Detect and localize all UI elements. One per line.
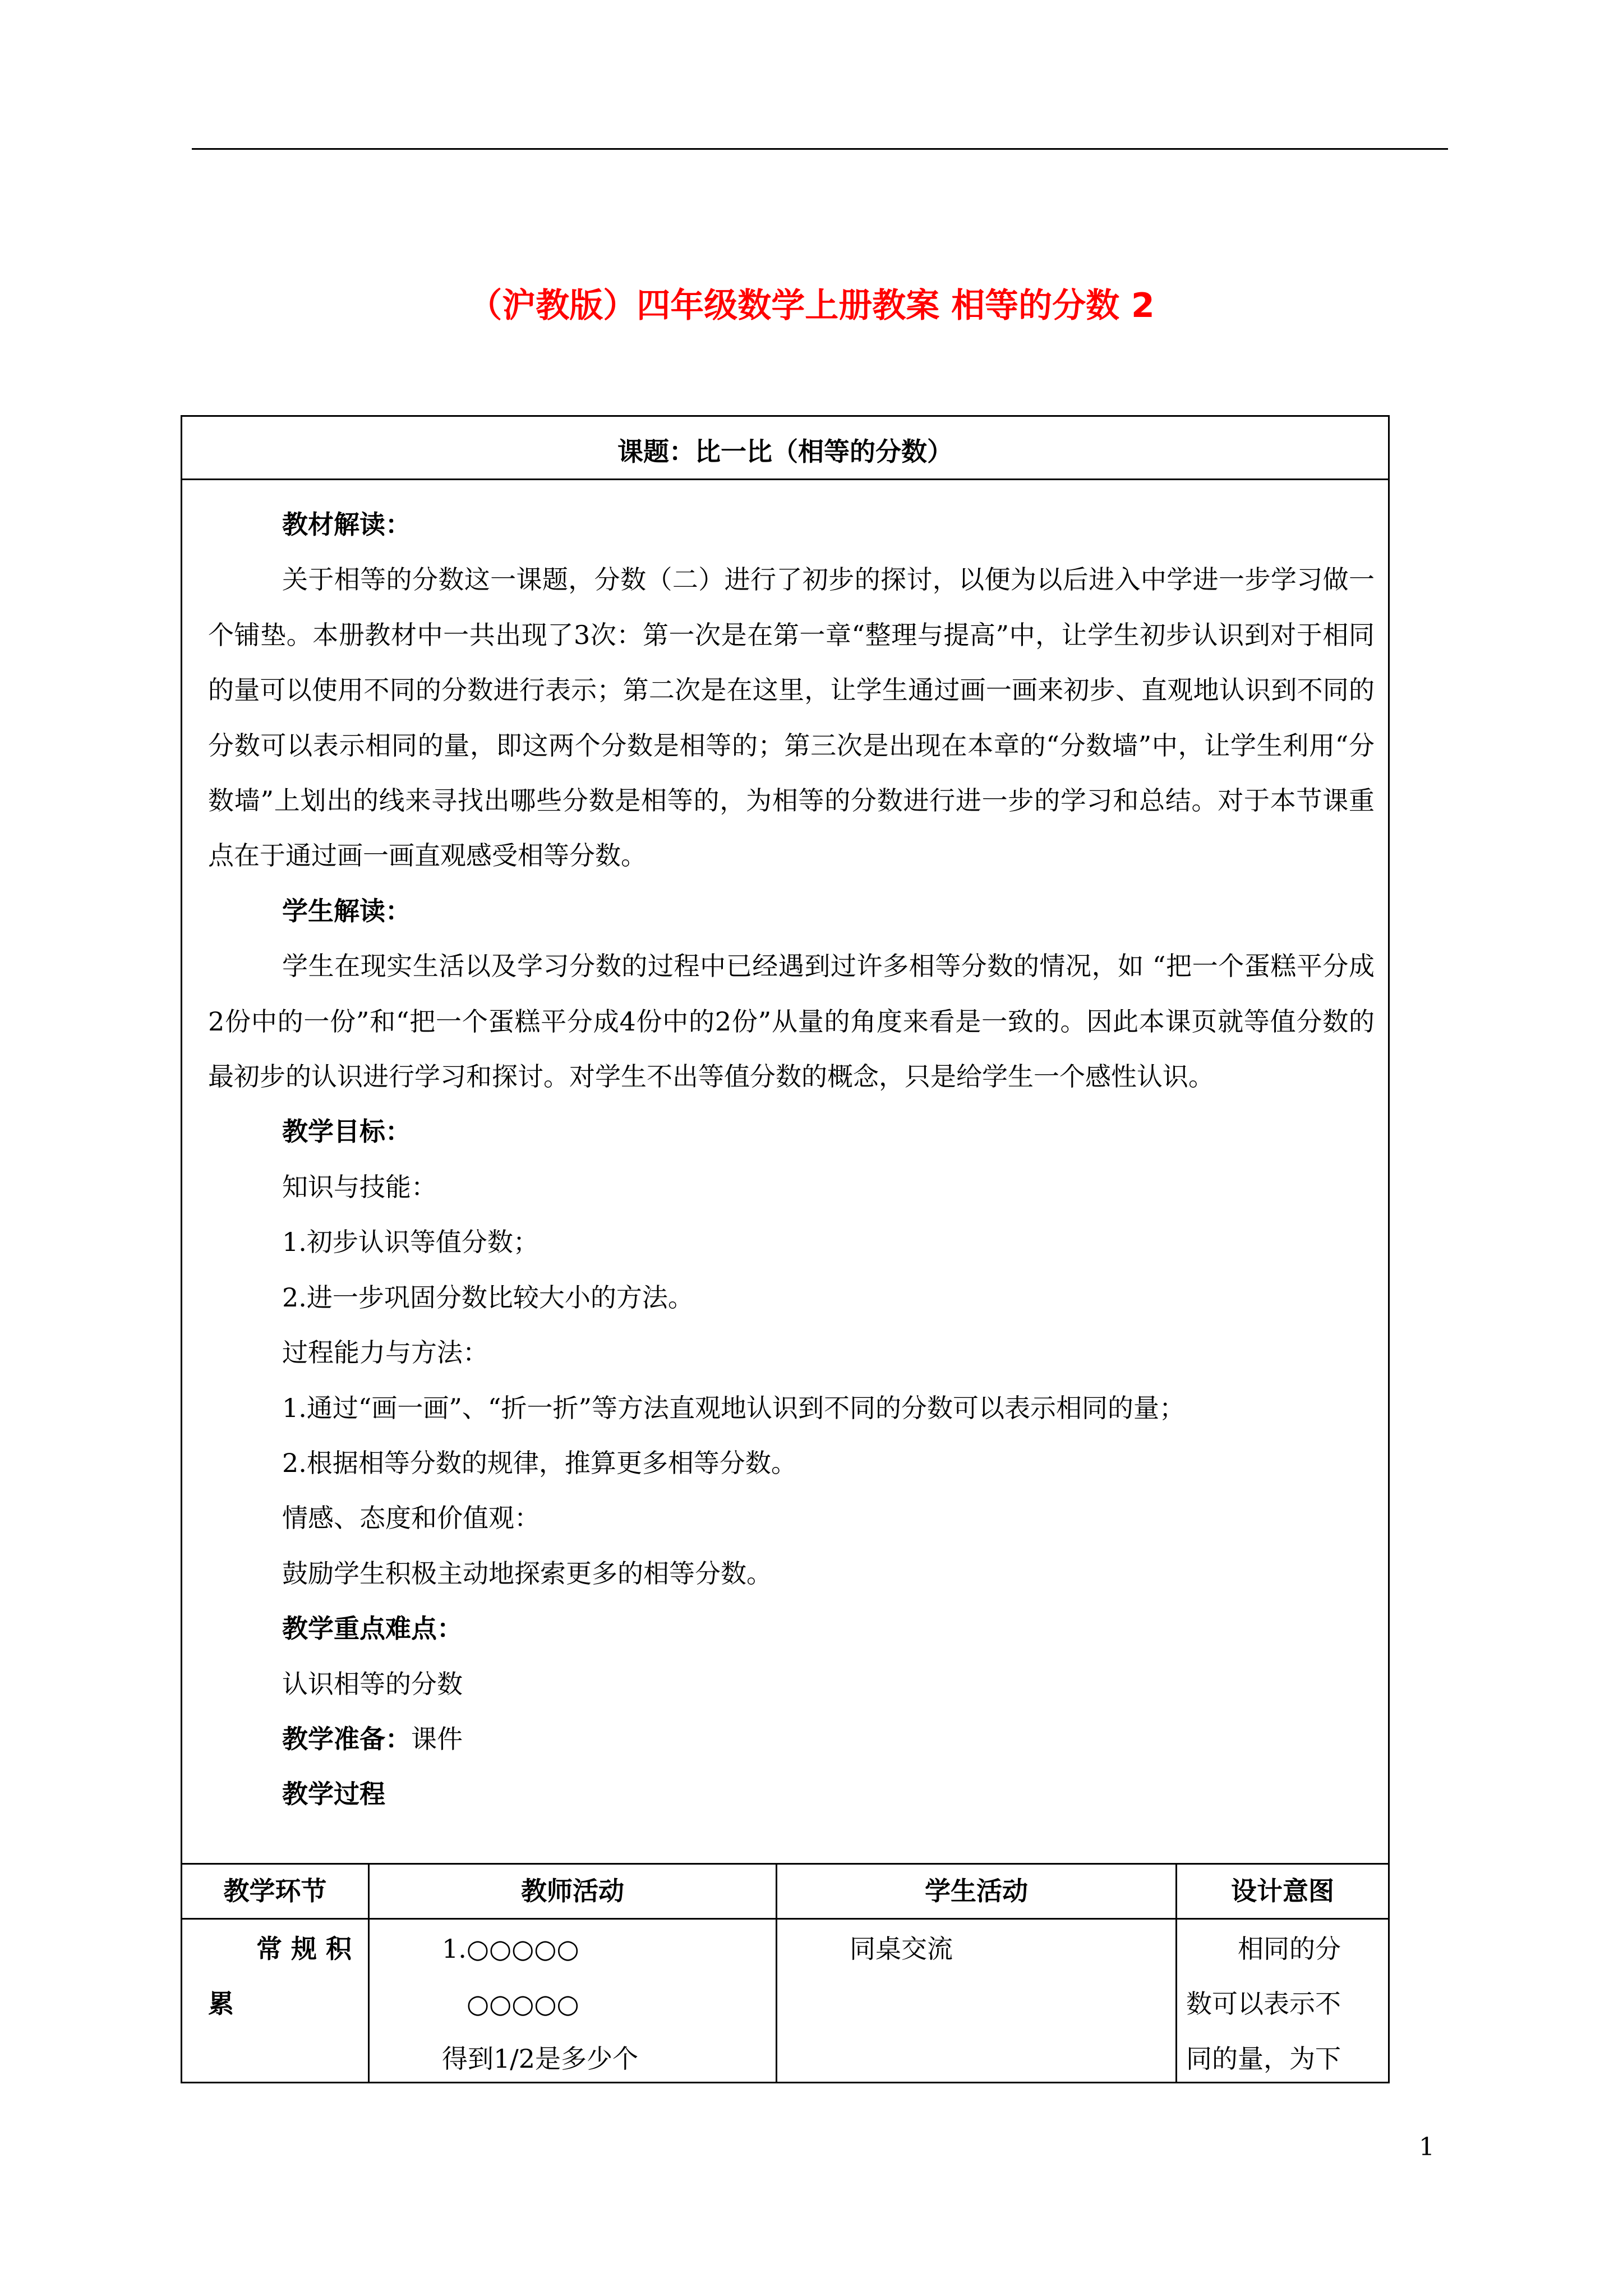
teacher-line: 1.○○○○○ [442,1934,579,1964]
lesson-table [181,415,1390,2083]
intent-cell [1186,1921,1382,2086]
material-heading: 教材解读： [282,509,411,540]
emotion-label: 情感、态度和价值观： [282,1503,540,1534]
intent-line: 同的量，为下 [1186,2044,1341,2074]
prep-text: 课件 [411,1723,463,1754]
page-title: （沪教版）四年级数学上册教案 相等的分数 2 [468,286,1155,325]
goals-heading: 教学目标： [282,1116,411,1147]
student-cell: 同桌交流 [850,1934,953,1964]
teacher-line: 得到1/2是多少个 [442,2044,639,2074]
teacher-cell [442,1921,773,2086]
stage-line: 常 规 积 [256,1934,352,1964]
knowledge-item: 2.进一步巩固分数比较大小的方法。 [282,1282,694,1313]
table-header-teacher: 教师活动 [521,1876,624,1906]
lesson-body [208,497,1375,1822]
emotion-item: 鼓励学生积极主动地探索更多的相等分数。 [282,1558,772,1589]
material-text: 关于相等的分数这一课题，分数（二）进行了初步的探讨，以便为以后进入中学进一步学习做一个铺垫。本册教材中一共出现了3次：第一次是在第一章“整理与提高”中，让学生初步认识到对于相同的量可以使用不同的分数进行表示；第二次是在这里，让学生通过画一画来初步、直观地认识到不同的分数可以表示相同的量，即这两个分数是相等的；第三次是出现在本章的“分数墙”中，让学生利用“分数墙”上划出的线来寻找出哪些分数是相等的，为相等的分数进行进一步的学习和总结。对于本节课重点在于通过画一画直观感受相等分数。 [208,564,1375,871]
table-header-intent: 设计意图 [1231,1876,1334,1906]
process-item: 2.根据相等分数的规律，推算更多相等分数。 [282,1447,797,1478]
header-rule [192,148,1448,150]
intent-line: 数可以表示不 [1186,1989,1341,2019]
student-heading: 学生解读： [282,895,411,926]
table-header-student: 学生活动 [925,1876,1028,1906]
topic-heading: 课题：比一比（相等的分数） [617,436,953,467]
keypoints-heading: 教学重点难点： [282,1613,463,1644]
teacher-line: ○○○○○ [467,1989,579,2019]
knowledge-item: 1.初步认识等值分数； [282,1227,539,1258]
stage-cell [208,1921,365,2031]
intent-line: 相同的分 [1238,1934,1341,1964]
prep-heading: 教学准备： [282,1723,411,1754]
stage-line: 累 [208,1989,234,2019]
prep-line [208,1711,1375,1766]
process-heading: 教学过程 [282,1779,385,1810]
table-header-divider [182,1918,1388,1920]
table-header-stage: 教学环节 [223,1876,327,1906]
process-label: 过程能力与方法： [282,1337,488,1368]
page-number: 1 [1419,2133,1435,2161]
process-item: 1.通过“画一画”、“折一折”等方法直观地认识到不同的分数可以表示相同的量； [282,1392,1185,1423]
student-text: 学生在现实生活以及学习分数的过程中已经遇到过许多相等分数的情况，如 “把一个蛋糕平分成2份中的一份”和“把一个蛋糕平分成4份中的2份”从量的角度来看是一致的。因此本课页就等值分数的最初步的认识进行学习和探讨。对学生不出等值分数的概念，只是给学生一个感性认识。 [208,951,1375,1092]
keypoints-text: 认识相等的分数 [282,1668,463,1699]
topic-divider [182,478,1388,480]
knowledge-label: 知识与技能： [282,1171,437,1202]
